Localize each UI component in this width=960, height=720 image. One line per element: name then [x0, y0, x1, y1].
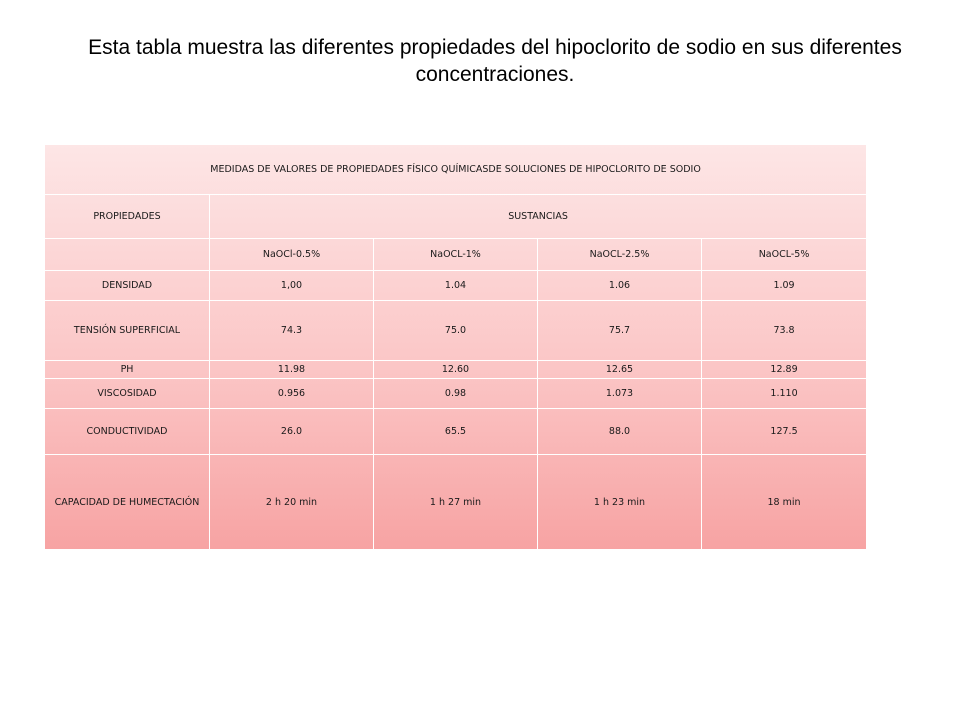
slide-caption: Esta tabla muestra las diferentes propiedades del hipoclorito de sodio en sus diferentes concentraciones. [88, 36, 902, 86]
row-label: CONDUCTIVIDAD [45, 409, 210, 455]
row-label: DENSIDAD [45, 271, 210, 301]
table-cell: 12.65 [538, 361, 702, 379]
substances-header: SUSTANCIAS [210, 195, 867, 239]
properties-table [44, 144, 867, 550]
concentration-header: NaOCL-2.5% [538, 239, 702, 271]
table-row [45, 301, 867, 361]
empty-cell [45, 239, 210, 271]
table-cell: 65.5 [374, 409, 538, 455]
table-cell: 2 h 20 min [210, 455, 374, 550]
table-header-row [45, 195, 867, 239]
table-cell: 11.98 [210, 361, 374, 379]
table-row [45, 455, 867, 550]
table-cell: 75.0 [374, 301, 538, 361]
table-cell: 88.0 [538, 409, 702, 455]
concentration-header: NaOCL-5% [702, 239, 867, 271]
table-title-row [45, 145, 867, 195]
concentration-header: NaOCL-1% [374, 239, 538, 271]
table-cell: 1 h 23 min [538, 455, 702, 550]
table-cell: 75.7 [538, 301, 702, 361]
table-cell: 74.3 [210, 301, 374, 361]
table-cell: 127.5 [702, 409, 867, 455]
table-cell: 1.04 [374, 271, 538, 301]
concentration-header: NaOCl-0.5% [210, 239, 374, 271]
table-cell: 18 min [702, 455, 867, 550]
properties-header: PROPIEDADES [45, 195, 210, 239]
table-cell: 12.89 [702, 361, 867, 379]
properties-table-container [44, 144, 866, 549]
table-cell: 0.98 [374, 379, 538, 409]
row-label: VISCOSIDAD [45, 379, 210, 409]
table-row [45, 271, 867, 301]
table-row [45, 379, 867, 409]
table-cell: 0.956 [210, 379, 374, 409]
table-cell: 1.073 [538, 379, 702, 409]
table-row [45, 361, 867, 379]
table-cell: 1.06 [538, 271, 702, 301]
table-cell: 1.09 [702, 271, 867, 301]
table-cell: 1,00 [210, 271, 374, 301]
concentrations-row [45, 239, 867, 271]
table-cell: 1 h 27 min [374, 455, 538, 550]
row-label: PH [45, 361, 210, 379]
table-row [45, 409, 867, 455]
table-cell: 26.0 [210, 409, 374, 455]
table-cell: 1.110 [702, 379, 867, 409]
row-label: CAPACIDAD DE HUMECTACIÓN [45, 455, 210, 550]
table-title: MEDIDAS DE VALORES DE PROPIEDADES FÍSICO QUÍMICASDE SOLUCIONES DE HIPOCLORITO DE SODIO [45, 145, 867, 195]
table-cell: 73.8 [702, 301, 867, 361]
table-cell: 12.60 [374, 361, 538, 379]
row-label: TENSIÓN SUPERFICIAL [45, 301, 210, 361]
